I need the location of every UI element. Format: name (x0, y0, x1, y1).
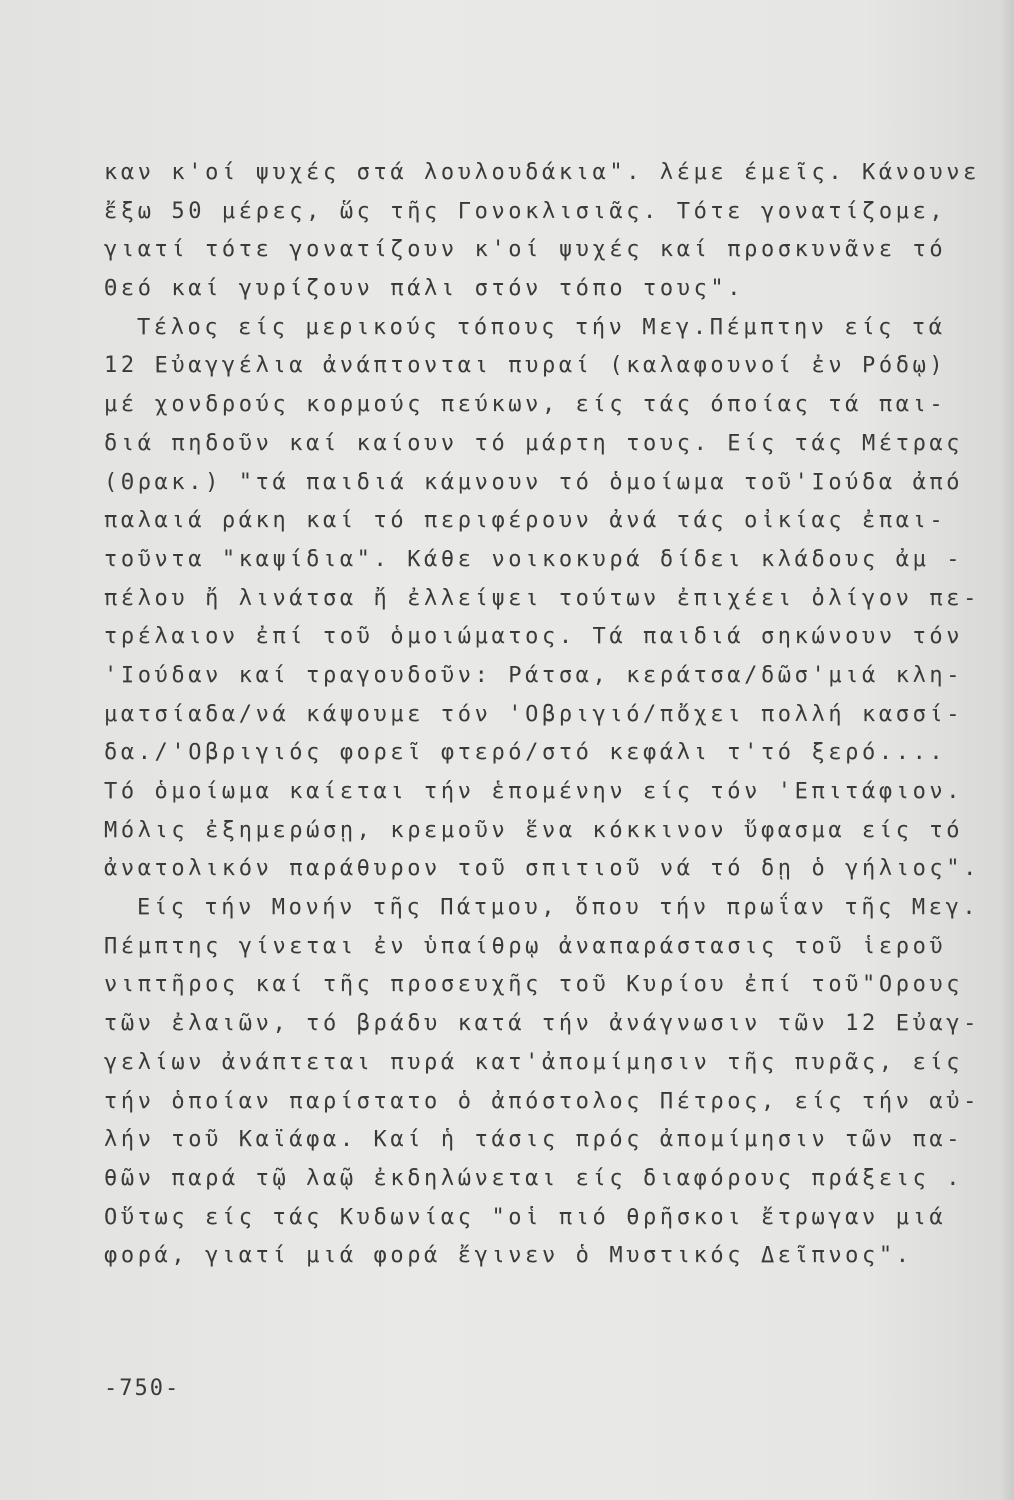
text-line: τήν ὁποίαν παρίστατο ὁ ἀπόστολος Πέτρος, είς τήν αὐ- (104, 1088, 980, 1114)
text-line: δα./'Οβριγιός φορεῖ φτερό/στό κεφάλι τ'τό ξερό.... (104, 740, 947, 766)
text-line: (Θρακ.) "τά παιδιά κάμνουν τό ὁμοίωμα τοῦ'Ιούδα ἀπό (104, 469, 964, 495)
text-line: ἔξω 50 μέρες, ὥς τῆς Γονοκλισιᾶς. Τότε γονατίζομε, (104, 198, 947, 224)
text-line: Πέμπτης γίνεται ἐν ὑπαίθρῳ ἀναπαράστασις τοῦ ἱεροῦ (104, 933, 947, 959)
text-line: Τό ὁμοίωμα καίεται τήν ἑπομένην είς τόν 'Επιτάφιον. (104, 779, 964, 804)
text-line: ἀνατολικόν παράθυρον τοῦ σπιτιοῦ νά τό δῃ ὁ γήλιος". (104, 856, 980, 882)
text-line: παλαιά ράκη καί τό περιφέρουν ἀνά τάς οἰκίας ἐπαι- (104, 508, 947, 534)
page-number: -750- (104, 1376, 181, 1401)
text-line: τῶν ἐλαιῶν, τό βράδυ κατά τήν ἀνάγνωσιν τῶν 12 Εὐαγ- (104, 1011, 980, 1037)
text-line: Μόλις ἐξημερώσῃ, κρεμοῦν ἕνα κόκκινον ὕφασμα είς τό (104, 817, 964, 843)
text-line: γιατί τότε γονατίζουν κ'οί ψυχές καί προσκυνᾶνε τό (104, 237, 947, 263)
body-text (104, 154, 984, 1276)
text-line: ματσίαδα/νά κάψουμε τόν 'Οβριγιό/πὄχει πολλή κασσί- (104, 701, 964, 727)
text-line: Θεό καί γυρίζουν πάλι στόν τόπο τους". (104, 276, 745, 302)
text-line: γελίων ἀνάπτεται πυρά κατ'ἀπομίμησιν τῆς πυρᾶς, είς (104, 1049, 964, 1075)
text-line: 'Ιούδαν καί τραγουδοῦν: Ράτσα, κεράτσα/δῶσ'μιά κλη- (104, 662, 964, 688)
text-line: Οὕτως είς τάς Κυδωνίας "οἱ πιό θρῆσκοι ἔτρωγαν μιά (104, 1204, 947, 1230)
paragraph-start-line: Είς τήν Μονήν τῆς Πάτμου, ὅπου τήν πρωΐαν τῆς Μεγ. (137, 895, 980, 921)
text-line: καν κ'οί ψυχές στά λουλουδάκια". λέμε έμεῖς. Κάνουνε (104, 160, 980, 185)
text-line: 12 Εὐαγγέλια ἀνάπτονται πυραί (καλαφουνοί ἐν Ρόδῳ) (104, 353, 947, 379)
text-line: φορά, γιατί μιά φορά ἔγινεν ὁ Μυστικός Δεῖπνος". (104, 1243, 913, 1269)
text-line: πέλου ἤ λινάτσα ἤ ἐλλείψει τούτων ἐπιχέει ὀλίγον πε- (104, 585, 980, 611)
text-line: λήν τοῦ Καϊάφα. Καί ἡ τάσις πρός ἀπομίμησιν τῶν πα- (104, 1127, 964, 1153)
text-line: θῶν παρά τῷ λαῷ ἐκδηλώνεται είς διαφόρους πράξεις . (104, 1165, 964, 1191)
paragraph-start-line: Τέλος είς μερικούς τόπους τήν Μεγ.Πέμπτην είς τά (137, 314, 946, 340)
page-edge-shadow (1000, 0, 1014, 1500)
text-line: νιπτῆρος καί τῆς προσευχῆς τοῦ Κυρίου ἐπί τοῦ"Ορους (104, 972, 964, 998)
text-line: μέ χονδρούς κορμούς πεύκων, είς τάς όποίας τά παι- (104, 392, 947, 418)
text-line: τρέλαιον ἐπί τοῦ ὁμοιώματος. Τά παιδιά σηκώνουν τόν (104, 624, 964, 650)
text-line: τοῦντα "καψίδια". Κάθε νοικοκυρά δίδει κλάδους ἀμ - (104, 546, 964, 572)
text-line: διά πηδοῦν καί καίουν τό μάρτη τους. Είς τάς Μέτρας (104, 430, 964, 456)
